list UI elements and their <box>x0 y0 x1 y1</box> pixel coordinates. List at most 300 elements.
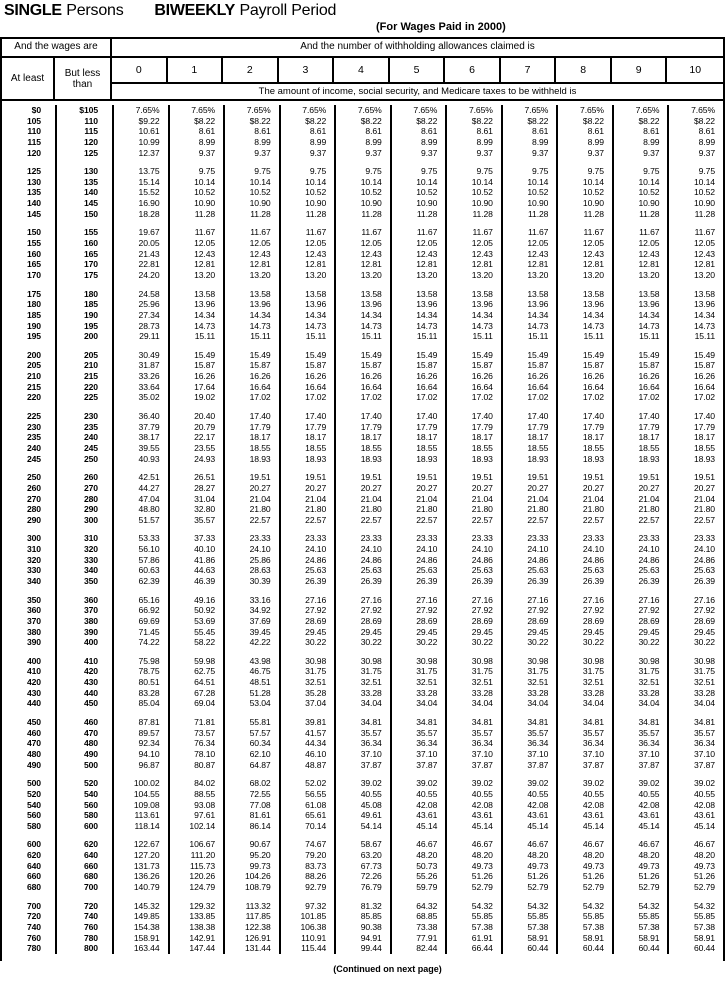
amount-cell <box>445 403 501 411</box>
but-less-than-cell: 165 <box>55 249 112 260</box>
amount-cell: 20.27 <box>667 483 723 494</box>
amount-cell: 36.34 <box>501 738 557 749</box>
at-least-cell: 150 <box>26 227 41 238</box>
amount-cell: 39.02 <box>334 778 390 789</box>
amount-cell: 37.87 <box>501 760 557 771</box>
but-less-than-cell: 280 <box>55 494 112 505</box>
amount-cell <box>667 587 723 595</box>
amount-cell: 12.05 <box>334 238 390 249</box>
but-less-than-cell: 250 <box>55 454 112 465</box>
amount-cell: 13.58 <box>223 289 279 300</box>
amount-cell: 73.38 <box>390 922 446 933</box>
but-less-than-cell: 245 <box>55 443 112 454</box>
amount-cell <box>112 281 168 289</box>
amount-cell: 12.05 <box>612 238 668 249</box>
amount-cell: 34.04 <box>334 698 390 709</box>
allowance-col-1: 1 <box>168 58 224 84</box>
amount-cell: 18.55 <box>279 443 335 454</box>
amount-cell: 31.75 <box>334 666 390 677</box>
amount-cell: 27.16 <box>501 595 557 606</box>
amount-cell: 25.63 <box>279 565 335 576</box>
amount-cell: 13.20 <box>501 270 557 281</box>
amount-cell: 42.08 <box>556 800 612 811</box>
amount-cell: 8.99 <box>667 137 723 148</box>
amount-cell <box>279 587 335 595</box>
amount-cell: 11.67 <box>223 227 279 238</box>
amount-cell: 31.75 <box>445 666 501 677</box>
amount-cell <box>667 831 723 839</box>
but-less-than-cell: 145 <box>55 198 112 209</box>
amount-cell: 23.55 <box>168 443 224 454</box>
amount-cell: 10.14 <box>168 177 224 188</box>
amount-cell: 13.20 <box>223 270 279 281</box>
amount-cell <box>168 281 224 289</box>
but-less-than-cell: 230 <box>55 411 112 422</box>
but-less-than-cell: 430 <box>55 677 112 688</box>
table-row <box>2 483 723 494</box>
amount-cell <box>556 770 612 778</box>
amount-cell <box>112 464 168 472</box>
amount-cell: 20.27 <box>223 483 279 494</box>
amount-cell: 19.51 <box>334 472 390 483</box>
amount-cell <box>667 219 723 227</box>
table-row <box>2 321 723 332</box>
amount-cell: 117.85 <box>223 911 279 922</box>
table-row <box>2 177 723 188</box>
table-row <box>2 656 723 667</box>
but-less-than-cell <box>55 893 112 901</box>
amount-cell: 55.85 <box>667 911 723 922</box>
at-least-cell: 245 <box>26 453 41 464</box>
amount-cell <box>556 158 612 166</box>
amount-cell: 46.39 <box>168 576 224 587</box>
amount-cell <box>445 648 501 656</box>
amount-cell: 9.37 <box>168 148 224 159</box>
amount-cell <box>667 342 723 350</box>
amount-cell: 18.55 <box>667 443 723 454</box>
amount-cell <box>334 464 390 472</box>
but-less-than-cell: 370 <box>55 605 112 616</box>
amount-cell: 131.73 <box>112 861 168 872</box>
amount-cell: 25.63 <box>334 565 390 576</box>
amount-cell: 15.87 <box>667 360 723 371</box>
amount-cell: $9.22 <box>112 116 168 127</box>
amount-cell: 27.92 <box>556 605 612 616</box>
amount-cell: 57.38 <box>667 922 723 933</box>
amount-cell: 16.64 <box>612 382 668 393</box>
amount-cell: 147.44 <box>168 943 224 954</box>
but-less-than-cell: 580 <box>55 810 112 821</box>
amount-cell: 11.28 <box>556 209 612 220</box>
subtitle-wages-paid-2000: (For Wages Paid in 2000) <box>376 21 506 33</box>
table-row <box>2 789 723 800</box>
amount-cell: 33.64 <box>112 382 168 393</box>
amount-cell: 14.34 <box>334 310 390 321</box>
amount-cell: 33.16 <box>223 595 279 606</box>
amount-cell <box>279 525 335 533</box>
amount-cell: 20.27 <box>556 483 612 494</box>
amount-cell: 7.65% <box>112 105 168 116</box>
amount-cell <box>168 525 224 533</box>
amount-cell <box>112 525 168 533</box>
amount-cell: 29.11 <box>112 331 168 342</box>
amount-cell: 10.99 <box>112 137 168 148</box>
amount-cell: 21.80 <box>556 504 612 515</box>
amount-cell <box>390 158 446 166</box>
amount-cell: 55.26 <box>390 871 446 882</box>
amount-cell: 9.75 <box>501 166 557 177</box>
amount-cell: 7.65% <box>667 105 723 116</box>
amount-cell: 48.20 <box>612 850 668 861</box>
amount-cell: 15.11 <box>223 331 279 342</box>
table-row <box>2 616 723 627</box>
amount-cell: 31.75 <box>279 666 335 677</box>
amount-cell: 44.27 <box>112 483 168 494</box>
amount-cell <box>334 403 390 411</box>
amount-cell: 46.67 <box>501 839 557 850</box>
amount-cell: 34.81 <box>390 717 446 728</box>
amount-cell: 10.90 <box>279 198 335 209</box>
amount-cell: 10.61 <box>112 126 168 137</box>
amount-cell: 7.65% <box>445 105 501 116</box>
table-row <box>2 698 723 709</box>
amount-cell: 27.92 <box>612 605 668 616</box>
amount-cell: 145.32 <box>112 901 168 912</box>
amount-cell: 11.67 <box>445 227 501 238</box>
amount-cell: 11.28 <box>612 209 668 220</box>
table-row <box>2 382 723 393</box>
amount-cell: 16.64 <box>501 382 557 393</box>
at-least-cell <box>2 709 55 717</box>
amount-cell <box>223 893 279 901</box>
amount-cell: 76.79 <box>334 882 390 893</box>
amount-cell <box>112 709 168 717</box>
table-row <box>2 850 723 861</box>
amount-cell <box>279 219 335 227</box>
amount-cell: 14.73 <box>445 321 501 332</box>
amount-cell: 113.61 <box>112 810 168 821</box>
amount-cell: 37.10 <box>667 749 723 760</box>
amount-cell: 17.02 <box>667 392 723 403</box>
amount-cell <box>223 525 279 533</box>
amount-cell: 42.08 <box>445 800 501 811</box>
amount-cell: 11.28 <box>334 209 390 220</box>
amount-cell: 37.87 <box>390 760 446 771</box>
amount-cell: 40.10 <box>168 544 224 555</box>
amount-cell: 44.63 <box>168 565 224 576</box>
group-separator-row <box>2 831 723 839</box>
at-least-cell: 250 <box>26 472 41 483</box>
amount-cell: 34.81 <box>501 717 557 728</box>
amount-cell <box>334 709 390 717</box>
but-less-than-cell: 350 <box>55 576 112 587</box>
amount-cell: 7.65% <box>390 105 446 116</box>
but-less-than-cell: 200 <box>55 331 112 342</box>
amount-cell: 13.96 <box>501 299 557 310</box>
table-row <box>2 717 723 728</box>
allowance-col-3: 3 <box>279 58 335 84</box>
amount-cell: 17.02 <box>556 392 612 403</box>
amount-cell: 26.39 <box>390 576 446 587</box>
amount-cell: 93.08 <box>168 800 224 811</box>
amount-cell: 24.10 <box>390 544 446 555</box>
amount-cell: 10.90 <box>445 198 501 209</box>
amount-cell: 30.22 <box>279 637 335 648</box>
amount-cell: 68.85 <box>390 911 446 922</box>
amount-cell <box>667 770 723 778</box>
amount-cell: 13.96 <box>612 299 668 310</box>
amount-cell: 17.64 <box>168 382 224 393</box>
amount-cell: 13.20 <box>390 270 446 281</box>
at-least-cell: 370 <box>26 615 41 626</box>
amount-cell: 87.81 <box>112 717 168 728</box>
at-least-cell <box>2 403 55 411</box>
amount-cell: 15.11 <box>501 331 557 342</box>
but-less-than-cell: 680 <box>55 871 112 882</box>
amount-cell: 77.08 <box>223 800 279 811</box>
amount-cell: 14.73 <box>556 321 612 332</box>
amount-cell: 120.26 <box>168 871 224 882</box>
page-title <box>0 0 725 20</box>
amount-cell: 11.28 <box>168 209 224 220</box>
but-less-than-cell: 115 <box>55 126 112 137</box>
but-less-than-cell <box>55 403 112 411</box>
amount-cell: 12.05 <box>667 238 723 249</box>
amount-cell: 80.51 <box>112 677 168 688</box>
amount-cell: 45.14 <box>612 821 668 832</box>
amount-cell: 19.51 <box>390 472 446 483</box>
amount-cell: 58.67 <box>334 839 390 850</box>
amount-cell: 30.98 <box>501 656 557 667</box>
amount-cell: 34.04 <box>501 698 557 709</box>
amount-cell: 32.51 <box>390 677 446 688</box>
amount-cell <box>390 219 446 227</box>
amount-cell: 12.81 <box>612 259 668 270</box>
but-less-than-cell: 205 <box>55 350 112 361</box>
amount-cell: 9.75 <box>279 166 335 177</box>
but-less-than-cell: 175 <box>55 270 112 281</box>
amount-cell: 9.37 <box>334 148 390 159</box>
amount-cell: 39.02 <box>612 778 668 789</box>
but-less-than-cell <box>55 770 112 778</box>
table-row <box>2 331 723 342</box>
at-least-cell: 140 <box>26 198 41 209</box>
amount-cell: 115.73 <box>168 861 224 872</box>
at-least-cell: 120 <box>26 147 41 158</box>
but-less-than-cell: 240 <box>55 432 112 443</box>
at-least-cell: 480 <box>26 748 41 759</box>
amount-cell <box>334 893 390 901</box>
amount-cell: 90.38 <box>334 922 390 933</box>
amount-cell: 7.65% <box>501 105 557 116</box>
amount-cell: 43.61 <box>667 810 723 821</box>
amount-cell: 163.44 <box>112 943 168 954</box>
amount-cell: 30.98 <box>556 656 612 667</box>
amount-cell: 25.86 <box>223 555 279 566</box>
amount-cell: 11.67 <box>334 227 390 238</box>
table-row <box>2 148 723 159</box>
amount-cell: 10.14 <box>556 177 612 188</box>
amount-cell: 46.75 <box>223 666 279 677</box>
amount-cell <box>556 281 612 289</box>
table-row <box>2 494 723 505</box>
amount-cell: 35.57 <box>334 728 390 739</box>
amount-cell: 18.93 <box>279 454 335 465</box>
amount-cell: 48.20 <box>501 850 557 861</box>
amount-cell: 48.20 <box>667 850 723 861</box>
amount-cell: 12.81 <box>556 259 612 270</box>
amount-cell: 39.02 <box>390 778 446 789</box>
but-less-than-cell: 185 <box>55 299 112 310</box>
amount-cell: 28.69 <box>445 616 501 627</box>
amount-cell: 10.14 <box>279 177 335 188</box>
amount-cell: 15.11 <box>445 331 501 342</box>
but-less-than-cell: 225 <box>55 392 112 403</box>
amount-cell: 18.55 <box>390 443 446 454</box>
amount-cell: 37.33 <box>168 533 224 544</box>
amount-cell: 10.52 <box>334 187 390 198</box>
amount-cell: 22.57 <box>667 515 723 526</box>
amount-cell: 16.26 <box>667 371 723 382</box>
amount-cell <box>112 831 168 839</box>
amount-cell <box>223 403 279 411</box>
amount-cell: 48.20 <box>556 850 612 861</box>
amount-cell: 10.52 <box>279 187 335 198</box>
but-less-than-cell <box>55 525 112 533</box>
amount-cell <box>445 525 501 533</box>
amount-cell <box>667 709 723 717</box>
amount-cell <box>112 342 168 350</box>
amount-cell: $8.22 <box>334 116 390 127</box>
at-least-cell: 760 <box>26 932 41 943</box>
amount-cell: 74.67 <box>279 839 335 850</box>
amount-cell: 59.98 <box>168 656 224 667</box>
amount-cell: 18.17 <box>667 432 723 443</box>
amount-cell: 32.80 <box>168 504 224 515</box>
amount-cell: 24.86 <box>445 555 501 566</box>
amount-cell: 11.67 <box>612 227 668 238</box>
but-less-than-cell: 450 <box>55 698 112 709</box>
amount-cell: 85.04 <box>112 698 168 709</box>
amount-cell <box>168 709 224 717</box>
amount-cell: 37.69 <box>223 616 279 627</box>
amount-cell: 36.34 <box>612 738 668 749</box>
table-row <box>2 565 723 576</box>
amount-cell: 42.22 <box>223 637 279 648</box>
amount-cell: 84.02 <box>168 778 224 789</box>
amount-cell: 33.28 <box>667 688 723 699</box>
amount-cell: 9.75 <box>168 166 224 177</box>
amount-cell: 64.87 <box>223 760 279 771</box>
amount-cell: 27.92 <box>445 605 501 616</box>
amount-cell: 62.75 <box>168 666 224 677</box>
amount-cell: 99.44 <box>334 943 390 954</box>
amount-cell: 12.37 <box>112 148 168 159</box>
amount-cell: 17.40 <box>445 411 501 422</box>
amount-cell: 21.80 <box>334 504 390 515</box>
amount-cell: 22.57 <box>445 515 501 526</box>
amount-cell: 9.37 <box>445 148 501 159</box>
at-least-cell: 300 <box>26 533 41 544</box>
amount-cell: 8.61 <box>556 126 612 137</box>
allowance-col-6: 6 <box>445 58 501 84</box>
amount-cell <box>390 587 446 595</box>
amount-cell: 17.79 <box>556 422 612 433</box>
amount-cell: 17.02 <box>501 392 557 403</box>
amount-cell: 15.14 <box>112 177 168 188</box>
amount-cell: 30.22 <box>667 637 723 648</box>
amount-cell: 27.16 <box>334 595 390 606</box>
amount-cell: 14.73 <box>223 321 279 332</box>
amount-cell: 14.34 <box>667 310 723 321</box>
at-least-column-header: At least <box>2 58 55 99</box>
table-row <box>2 411 723 422</box>
but-less-than-cell <box>55 709 112 717</box>
table-row <box>2 270 723 281</box>
amount-cell: 9.75 <box>390 166 446 177</box>
amount-cell: 34.04 <box>445 698 501 709</box>
amount-cell: 14.34 <box>612 310 668 321</box>
amount-cell: 16.26 <box>390 371 446 382</box>
amount-cell: 20.05 <box>112 238 168 249</box>
amount-cell <box>667 281 723 289</box>
amount-cell: 104.55 <box>112 789 168 800</box>
amount-cell: 16.64 <box>223 382 279 393</box>
amount-cell: $8.22 <box>223 116 279 127</box>
amount-cell: 22.57 <box>556 515 612 526</box>
amount-cell <box>112 770 168 778</box>
amount-cell: 27.92 <box>334 605 390 616</box>
at-least-cell: 115 <box>27 136 41 147</box>
amount-cell: 10.14 <box>445 177 501 188</box>
amount-cell <box>279 770 335 778</box>
amount-cell: 16.26 <box>223 371 279 382</box>
group-separator-row <box>2 281 723 289</box>
amount-cell: 57.38 <box>556 922 612 933</box>
table-row <box>2 749 723 760</box>
amount-cell: 49.16 <box>168 595 224 606</box>
table-row <box>2 289 723 300</box>
amount-cell: 7.65% <box>556 105 612 116</box>
amount-cell <box>612 464 668 472</box>
but-less-than-cell: 290 <box>55 504 112 515</box>
amount-cell: 16.26 <box>501 371 557 382</box>
amount-cell: 24.20 <box>112 270 168 281</box>
amount-cell: 13.96 <box>168 299 224 310</box>
table-row <box>2 933 723 944</box>
amount-cell: 15.11 <box>556 331 612 342</box>
amount-cell: 43.61 <box>390 810 446 821</box>
group-separator-row <box>2 587 723 595</box>
amount-cell: 9.37 <box>279 148 335 159</box>
amount-cell: 14.34 <box>279 310 335 321</box>
amount-cell: 46.67 <box>667 839 723 850</box>
amount-cell: 12.81 <box>390 259 446 270</box>
amount-cell: 35.57 <box>168 515 224 526</box>
amount-cell: 15.11 <box>390 331 446 342</box>
amount-cell <box>612 709 668 717</box>
amount-cell: 11.28 <box>445 209 501 220</box>
title-payroll-period: Payroll Period <box>239 2 337 19</box>
at-least-cell: 520 <box>26 788 41 799</box>
amount-cell: 54.32 <box>667 901 723 912</box>
but-less-than-cell: 135 <box>55 177 112 188</box>
table-row <box>2 227 723 238</box>
at-least-cell: 580 <box>26 820 41 831</box>
amount-cell: 13.20 <box>334 270 390 281</box>
amount-cell: 20.40 <box>168 411 224 422</box>
amount-cell: 8.99 <box>390 137 446 148</box>
